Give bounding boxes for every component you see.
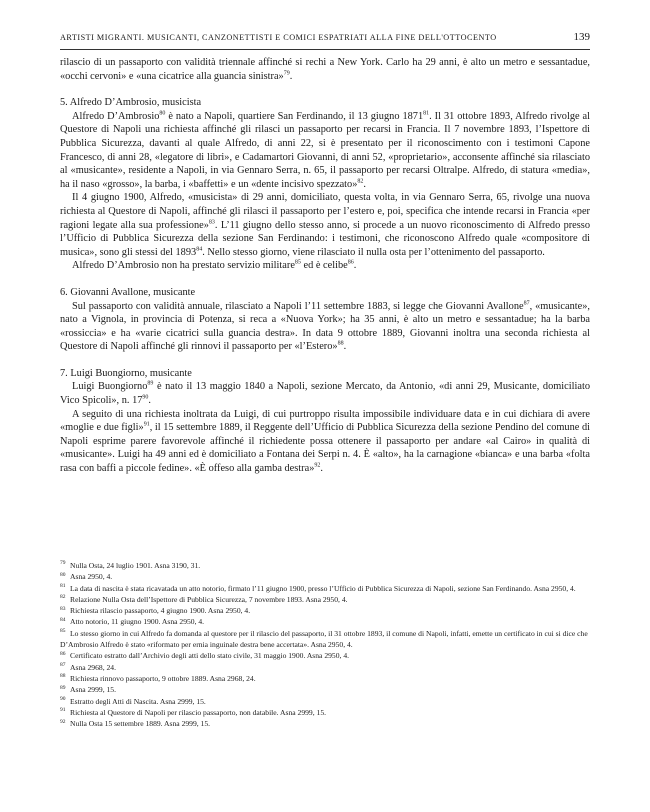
footnote-ref: 92 — [314, 462, 321, 469]
footnote-ref: 87 — [523, 300, 530, 307]
footnote: 91 Richiesta al Questore di Napoli per rilascio passaporto, non databile. Asna 2999, 15. — [60, 707, 327, 717]
footnote: 90 Estratto degli Atti di Nascita. Asna 2999, 15. — [60, 696, 206, 706]
body-text — [60, 56, 590, 476]
footnote: 81 La data di nascita è stata ricavatada un atto notorio, firmato l’11 giugno 1900, presso l’Ufficio di Pubblica Sicurezza di Napoli, sezione San Ferdinando. Asna 2950, 4. — [60, 583, 576, 593]
footnote: 82 Relazione Nulla Osta dell’Ispettore di Pubblica Sicurezza, 7 novembre 1893. Asna 2950, 4. — [60, 594, 348, 604]
header-title: ARTISTI MIGRANTI. MUSICANTI, CANZONETTISTI E COMICI ESPATRIATI ALLA FINE DELL'OTTOCENTO — [60, 33, 497, 42]
footnote: 87 Asna 2968, 24. — [60, 662, 116, 672]
footnote: 84 Atto notorio, 11 giugno 1900. Asna 2950, 4. — [60, 616, 205, 627]
footnote-ref: 90 — [142, 394, 149, 401]
footnote-ref: 89 — [147, 381, 154, 388]
footnote-ref: 79 — [283, 70, 290, 77]
footnote: 88 Richiesta rinnovo passaporto, 9 ottobre 1889. Asna 2968, 24. — [60, 673, 256, 683]
footnote: 83 Richiesta rilascio passaporto, 4 giugno 1900. Asna 2950, 4. — [60, 605, 251, 616]
footnote-ref: 88 — [337, 340, 344, 347]
footnote-ref: 86 — [347, 259, 354, 266]
footnote-ref: 85 — [294, 259, 301, 266]
footnote: 86 Certificato estratto dall’Archivio degli atti dello stato civile, 31 maggio 1900. Asna 2950, 4. — [60, 650, 350, 661]
footnote: 85 Lo stesso giorno in cui Alfredo fa domanda al questore per il rilascio del passaporto, il 31 ottobre 1893, il comune di Napoli, infatti, emette un certificato in cui si dice che D’Ambrosio Alfredo è stato «riformato per ernia inguinale destra bene accertata». Asna 2950, 4. — [60, 628, 588, 650]
footnote-ref: 84 — [196, 246, 203, 253]
section-heading: 6. Giovanni Avallone, musicante — [60, 286, 196, 298]
footnote: 80 Asna 2950, 4. — [60, 571, 113, 582]
paragraph: Sul passaporto con validità annuale, rilasciato a Napoli l’11 settembre 1883, si legge che Giovanni Avallone$^{87}$, «musicante», nato a Vignola, in provincia di Potenza, si reca a «Nuova York»; ha 35 anni, è alto un metro e sessantadue; ha la barba «rossiccia» e ha «varie cicatrici sulla guancia destra». In data 9 ottobre 1889, Giovanni inoltra una seconda richiesta al Questore di Napoli affinché gli rinnovi il passaporto per «l’Estero»$^{88}$. — [60, 300, 590, 353]
footnote: 89 Asna 2999, 15. — [60, 684, 116, 695]
paragraph: rilascio di un passaporto con validità triennale affinché si rechi a New York. Carlo ha 29 anni, è alto un metro e sessantadue, «occhi cervoni» e «una cicatrice alla guancia sinistra»$^{79}$. — [60, 57, 590, 82]
footnote-ref: 82 — [357, 178, 364, 185]
page-number: 139 — [573, 31, 590, 43]
footnote-ref: 91 — [143, 421, 150, 428]
footnote-ref: 80 — [159, 110, 166, 117]
footnotes — [60, 560, 590, 729]
section-heading: 5. Alfredo D’Ambrosio, musicista — [60, 97, 202, 109]
section-heading: 7. Luigi Buongiorno, musicante — [60, 367, 192, 379]
paragraph: Luigi Buongiorno$^{89}$ è nato il 13 maggio 1840 a Napoli, sezione Mercato, da Antonio, «di anni 29, Musicante, domiciliato Vico Spicoli», n. $17^{90}$. — [60, 381, 591, 407]
paragraph: Alfredo D’Ambrosio non ha prestato servizio militare$^{85}$ ed è celibe$^{86}$. — [72, 259, 357, 272]
paragraph: A seguito di una richiesta inoltrata da Luigi, di cui purtroppo risulta impossibile individuare data e in cui dichiara di avere «moglie e due figli»$^{91}$, il 15 settembre 1889, il Reggente dell’Ufficio di Pubblica Sicurezza della sezione Pendino del comune di Napoli esprime parere favorevole affinché il richiedente possa ottenere il passaporto per andare «al Cairo» in qualità di «musicante». Luigi ha 49 anni ed è domiciliato a Fontana dei Serpi n. 4. È «alto», ha la carnagione «bianca» e una barba «folta rasa con baffi a piccole fedine». «È offeso alla gamba destra»$^{92}$. — [60, 408, 591, 475]
footnote-ref: 81 — [423, 110, 430, 117]
footnote: 79 Nulla Osta, 24 luglio 1901. Asna 3190, 31. — [60, 560, 201, 570]
paragraph: Alfredo D’Ambrosio$^{80}$ è nato a Napoli, quartiere San Ferdinando, il 13 giugno 1871$^{81}$. Il 31 ottobre 1893, Alfredo rivolge al Questore di Napoli una richiesta affinché gli rilasci un passaporto per recarsi in Francia. Il 7 novembre 1893, l’Ispettore di Pubblica Sicurezza, davanti al quale Alfredo, di anni 22, si è presentato per il riconoscimento con i testimoni Capone Francesco, di anni 28, «legatore di libri», e Cadamartori Giovanni, di anni 52, «proprietario», acconsente affinché sia rilasciato al «musicante», residente a Napoli, in via Gennaro Serra, n. 65, il passaporto per recarsi Oltralpe. Alfredo, di statura «media», ha il naso «grosso», la barba, i «baffetti» e un «dente incisivo spezzato»$^{82}$. — [60, 110, 591, 190]
footnote: 92 Nulla Osta 15 settembre 1889. Asna 2999, 15. — [60, 718, 211, 729]
paragraph: Il 4 giugno 1900, Alfredo, «musicista» di 29 anni, domiciliato, questa volta, in via Gennaro Serra, 65, rivolge una nuova richiesta al Questore di Napoli, affinché gli rilasci il passaporto per l’estero e, poi, specifica che intende recarsi in Francia «per ragioni legate alla sua professione»$^{83}$. L’11 giugno dello stesso anno, si procede a un nuovo riconoscimento di Alfredo presso l’Ufficio di Pubblica Sicurezza della sezione San Ferdinando: i testimoni, che riconoscono Alfredo quale «compositore di musica», sono gli stessi del 1893$^{84}$. Nello stesso giorno, viene rilasciato il nulla osta per l’ottenimento del passaporto. — [60, 192, 590, 258]
running-header — [60, 33, 590, 50]
footnote-ref: 83 — [208, 219, 215, 226]
